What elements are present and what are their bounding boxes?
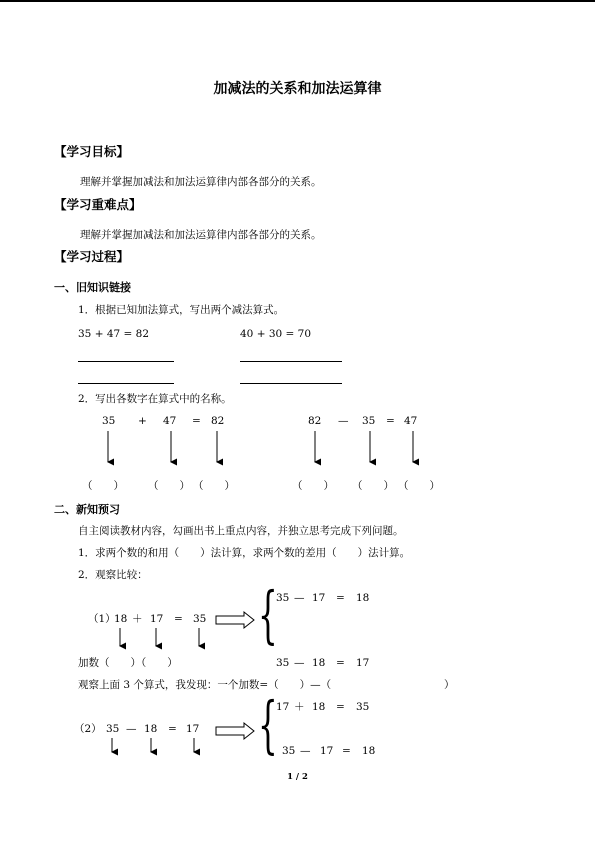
term: 17 xyxy=(150,613,164,625)
part2-intro: 自主阅读教材内容，勾画出书上重点内容，并独立思考完成下列问题。 xyxy=(78,525,404,537)
answer-slot[interactable]: （ ） xyxy=(398,480,440,492)
case-label: （2） xyxy=(74,723,102,735)
term: — xyxy=(126,723,137,735)
objectives-text: 理解并掌握加减法和加法运算律内部各部分的关系。 xyxy=(80,176,322,188)
term: 17 xyxy=(186,723,200,735)
term: — xyxy=(338,415,349,427)
answer-slot[interactable]: （ ） xyxy=(82,480,124,492)
term: 18 xyxy=(356,592,370,604)
answer-slot[interactable]: （ ） xyxy=(292,480,334,492)
term: 35 xyxy=(282,745,296,757)
observe-end: ） xyxy=(444,679,455,691)
term: = xyxy=(192,415,201,427)
term: — xyxy=(300,745,311,757)
term: — xyxy=(294,657,305,669)
page-title: 加减法的关系和加法运算律 xyxy=(213,81,382,97)
term: 47 xyxy=(163,415,177,427)
term: 82 xyxy=(308,415,322,427)
objectives-heading: 【学习目标】 xyxy=(54,144,130,159)
term: 18 xyxy=(312,701,326,713)
term: = xyxy=(168,723,177,735)
equation-a: 35 + 47 = 82 xyxy=(78,328,150,340)
part1-q2: 2．写出各数字在算式中的名称。 xyxy=(78,393,232,405)
term: 47 xyxy=(404,415,418,427)
answer-slot[interactable]: （ ） xyxy=(148,480,190,492)
observe-text: 观察上面 3 个算式，我发现：一个加数=（ ）—（ xyxy=(78,679,332,691)
term: 35 xyxy=(276,592,290,604)
term: ＋ xyxy=(132,613,143,625)
answer-slot[interactable]: （ ） xyxy=(193,480,235,492)
case-label: （1） xyxy=(88,613,116,625)
part1-heading: 一、旧知识链接 xyxy=(54,281,131,294)
term: = xyxy=(336,701,345,713)
term: 35 xyxy=(102,415,116,427)
equation-b: 40 + 30 = 70 xyxy=(240,328,312,340)
term: = xyxy=(386,415,395,427)
term: 35 xyxy=(106,723,120,735)
double-arrow-icon xyxy=(216,612,254,628)
answer-slot[interactable]: （ ） xyxy=(352,480,394,492)
brace: { xyxy=(258,688,278,761)
key-points-heading: 【学习重难点】 xyxy=(54,197,142,212)
term: 18 xyxy=(114,613,128,625)
term: = xyxy=(174,613,183,625)
key-points-text: 理解并掌握加减法和加法运算律内部各部分的关系。 xyxy=(80,229,322,241)
term: = xyxy=(336,657,345,669)
term: 35 xyxy=(356,701,370,713)
term: + xyxy=(138,415,147,427)
term: 35 xyxy=(193,613,207,625)
term: = xyxy=(336,592,345,604)
part1-q1: 1．根据已知加法算式，写出两个减法算式。 xyxy=(78,304,285,316)
term: 17 xyxy=(276,701,290,713)
part2-q2: 2．观察比较： xyxy=(78,569,148,581)
term: ＋ xyxy=(294,701,305,713)
term: 82 xyxy=(211,415,225,427)
term: 35 xyxy=(276,657,290,669)
process-heading: 【学习过程】 xyxy=(54,249,130,264)
term: 17 xyxy=(320,745,334,757)
double-arrow-icon xyxy=(216,723,254,739)
term: — xyxy=(294,592,305,604)
term: = xyxy=(342,745,351,757)
part2-q1: 1．求两个数的和用（ ）法计算，求两个数的差用（ ）法计算。 xyxy=(78,547,411,559)
term: 18 xyxy=(144,723,158,735)
term: 17 xyxy=(356,657,370,669)
term: 35 xyxy=(362,415,376,427)
addend-label: 加数（ ）（ ） xyxy=(78,657,178,669)
term: 18 xyxy=(362,745,376,757)
term: 17 xyxy=(312,592,326,604)
page-number: 1 / 2 xyxy=(287,772,308,782)
term: 18 xyxy=(312,657,326,669)
part2-heading: 二、新知预习 xyxy=(54,503,120,516)
brace: { xyxy=(258,578,278,651)
